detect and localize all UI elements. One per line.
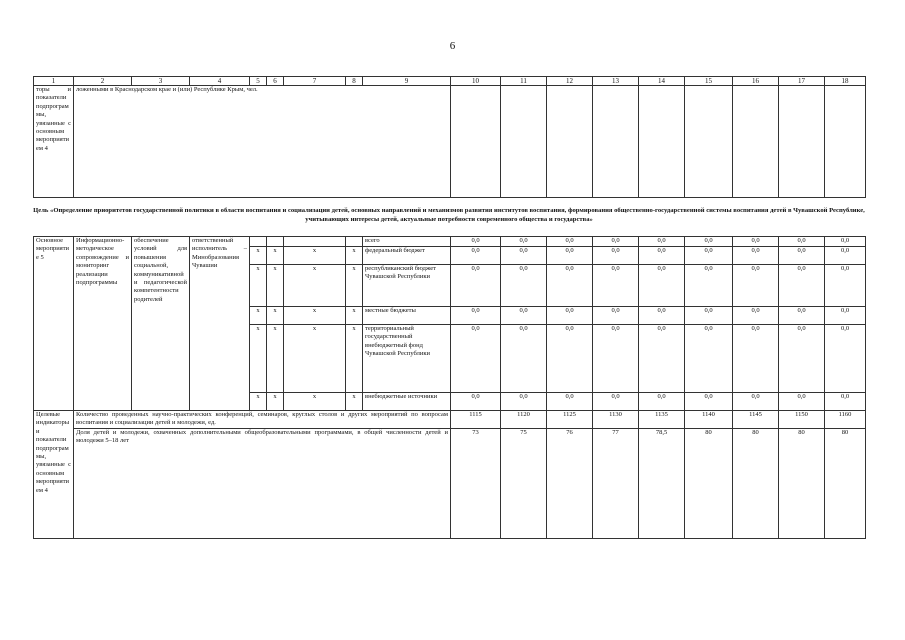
mark-cell: x <box>267 325 284 393</box>
value-cell: 0,0 <box>547 325 593 393</box>
value-cell: 0,0 <box>501 265 547 307</box>
value-cell: 76 <box>547 429 593 539</box>
empty-cell <box>779 86 825 198</box>
value-cell: 0,0 <box>547 265 593 307</box>
mark-cell: x <box>346 307 363 325</box>
empty-cell <box>733 86 779 198</box>
indicator-label-cell: Целевые индикаторы и показатели подпрограммы, увязанные с основным мероприятием 4 <box>34 411 74 539</box>
value-cell: 80 <box>733 429 779 539</box>
main-table <box>33 236 866 539</box>
mark-cell: x <box>267 393 284 411</box>
value-cell: 73 <box>451 429 501 539</box>
mark-cell: x <box>267 247 284 265</box>
funding-source-cell: местные бюджеты <box>363 307 451 325</box>
value-cell: 0,0 <box>593 307 639 325</box>
value-cell: 0,0 <box>825 325 866 393</box>
value-cell: 0,0 <box>733 265 779 307</box>
header-cell: 5 <box>250 77 267 86</box>
mark-cell <box>267 237 284 247</box>
mark-cell: x <box>346 265 363 307</box>
mark-cell: x <box>346 325 363 393</box>
indicator-row <box>34 411 866 429</box>
header-cell: 14 <box>639 77 685 86</box>
value-cell: 0,0 <box>639 237 685 247</box>
header-cell: 13 <box>593 77 639 86</box>
header-cell: 9 <box>363 77 451 86</box>
value-cell: 1160 <box>825 411 866 429</box>
mark-cell: x <box>284 325 346 393</box>
value-cell: 75 <box>501 429 547 539</box>
header-cell: 17 <box>779 77 825 86</box>
funding-source-cell: федеральный бюджет <box>363 247 451 265</box>
header-cell: 12 <box>547 77 593 86</box>
value-cell: 0,0 <box>779 237 825 247</box>
value-cell: 0,0 <box>685 237 733 247</box>
value-cell: 0,0 <box>779 325 825 393</box>
value-cell: 0,0 <box>501 247 547 265</box>
value-cell: 0,0 <box>547 393 593 411</box>
indicator-text-cell: Доля детей и молодежи, охваченных дополнительными общеобразовательными программами, в общей численности детей и молодежи 5–18 лет <box>74 429 451 539</box>
mark-cell: x <box>346 393 363 411</box>
value-cell: 1145 <box>733 411 779 429</box>
value-cell: 0,0 <box>685 247 733 265</box>
mark-cell <box>250 237 267 247</box>
value-cell: 1150 <box>779 411 825 429</box>
empty-cell <box>825 86 866 198</box>
value-cell: 0,0 <box>547 247 593 265</box>
value-cell: 1135 <box>639 411 685 429</box>
value-cell: 1115 <box>451 411 501 429</box>
empty-cell <box>593 86 639 198</box>
event-result-cell: обеспечение условий для повышения социальной, коммуникативной и педагогической компетентности родителей <box>132 237 190 411</box>
mark-cell: x <box>284 307 346 325</box>
indicator-label-cell: торы и показатели подпрограммы, увязанные с основным мероприятием 4 <box>34 86 74 198</box>
value-cell: 0,0 <box>547 237 593 247</box>
empty-cell <box>501 86 547 198</box>
event-executor-cell: ответственный исполнитель – Минобразования Чувашии <box>190 237 250 411</box>
mark-cell: x <box>267 307 284 325</box>
value-cell: 80 <box>825 429 866 539</box>
value-cell: 0,0 <box>593 325 639 393</box>
mark-cell: x <box>250 393 267 411</box>
header-cell: 11 <box>501 77 547 86</box>
mark-cell: x <box>250 265 267 307</box>
value-cell: 0,0 <box>779 247 825 265</box>
value-cell: 0,0 <box>685 265 733 307</box>
value-cell: 0,0 <box>639 325 685 393</box>
value-cell: 0,0 <box>825 247 866 265</box>
mark-cell: x <box>284 265 346 307</box>
continuation-row <box>34 86 866 198</box>
value-cell: 80 <box>685 429 733 539</box>
funding-source-cell: всего <box>363 237 451 247</box>
header-cell: 15 <box>685 77 733 86</box>
value-cell: 0,0 <box>501 393 547 411</box>
value-cell: 0,0 <box>451 237 501 247</box>
funding-source-cell: внебюджетные источники <box>363 393 451 411</box>
value-cell: 0,0 <box>733 247 779 265</box>
goal-heading: Цель «Определение приоритетов государственной политики в области воспитания и социализации детей, основных направлений и механизмов развития институтов воспитания, формирования общественно-государственной системы воспитания детей в Чувашской Республике, учитывающих интересы детей, актуальные потребности современного общества и государства» <box>33 207 865 223</box>
value-cell: 0,0 <box>779 393 825 411</box>
indicator-text-cell: ложенными в Краснодарском крае и (или) Республике Крым, чел. <box>74 86 451 198</box>
top-table <box>33 76 866 198</box>
value-cell: 0,0 <box>685 307 733 325</box>
value-cell: 0,0 <box>825 393 866 411</box>
value-cell: 1130 <box>593 411 639 429</box>
value-cell: 0,0 <box>639 265 685 307</box>
value-cell: 0,0 <box>501 325 547 393</box>
value-cell: 0,0 <box>593 247 639 265</box>
value-cell: 0,0 <box>779 307 825 325</box>
value-cell: 0,0 <box>779 265 825 307</box>
value-cell: 0,0 <box>733 325 779 393</box>
value-cell: 0,0 <box>451 307 501 325</box>
value-cell: 0,0 <box>501 307 547 325</box>
value-cell: 0,0 <box>451 247 501 265</box>
mark-cell: x <box>267 265 284 307</box>
value-cell: 0,0 <box>593 237 639 247</box>
mark-cell <box>346 237 363 247</box>
empty-cell <box>685 86 733 198</box>
value-cell: 0,0 <box>825 237 866 247</box>
value-cell: 0,0 <box>451 393 501 411</box>
value-cell: 0,0 <box>593 393 639 411</box>
header-cell: 18 <box>825 77 866 86</box>
value-cell: 0,0 <box>733 393 779 411</box>
mark-cell: x <box>250 307 267 325</box>
value-cell: 0,0 <box>547 307 593 325</box>
event-description-cell: Информационно-методическое сопровождение и мониторинг реализации подпрограммы <box>74 237 132 411</box>
value-cell: 0,0 <box>639 247 685 265</box>
mark-cell: x <box>284 247 346 265</box>
value-cell: 0,0 <box>685 393 733 411</box>
indicator-text-cell: Количество проведенных научно-практических конференций, семинаров, круглых столов и других мероприятий по вопросам воспитания и социализации детей и молодежи, ед. <box>74 411 451 429</box>
header-cell: 6 <box>267 77 284 86</box>
value-cell: 0,0 <box>451 325 501 393</box>
value-cell: 0,0 <box>733 237 779 247</box>
value-cell: 0,0 <box>825 265 866 307</box>
value-cell: 0,0 <box>639 307 685 325</box>
value-cell: 0,0 <box>451 265 501 307</box>
mark-cell <box>284 237 346 247</box>
mark-cell: x <box>250 325 267 393</box>
header-cell: 16 <box>733 77 779 86</box>
mark-cell: x <box>250 247 267 265</box>
header-row <box>34 77 866 86</box>
empty-cell <box>451 86 501 198</box>
value-cell: 0,0 <box>685 325 733 393</box>
mark-cell: x <box>346 247 363 265</box>
header-cell: 10 <box>451 77 501 86</box>
page-number: 6 <box>449 40 456 52</box>
value-cell: 80 <box>779 429 825 539</box>
empty-cell <box>639 86 685 198</box>
value-cell: 0,0 <box>501 237 547 247</box>
value-cell: 1140 <box>685 411 733 429</box>
funding-source-cell: республиканский бюджет Чувашской Республики <box>363 265 451 307</box>
value-cell: 77 <box>593 429 639 539</box>
indicator-row <box>34 429 866 539</box>
header-cell: 8 <box>346 77 363 86</box>
event-name-cell: Основное мероприятие 5 <box>34 237 74 411</box>
mark-cell: x <box>284 393 346 411</box>
funding-row <box>34 237 866 247</box>
value-cell: 1120 <box>501 411 547 429</box>
value-cell: 0,0 <box>593 265 639 307</box>
value-cell: 1125 <box>547 411 593 429</box>
empty-cell <box>547 86 593 198</box>
value-cell: 0,0 <box>825 307 866 325</box>
header-cell: 3 <box>132 77 190 86</box>
value-cell: 0,0 <box>639 393 685 411</box>
header-cell: 4 <box>190 77 250 86</box>
value-cell: 78,5 <box>639 429 685 539</box>
header-cell: 7 <box>284 77 346 86</box>
header-cell: 2 <box>74 77 132 86</box>
funding-source-cell: территориальный государственный внебюджетный фонд Чувашской Республики <box>363 325 451 393</box>
header-cell: 1 <box>34 77 74 86</box>
value-cell: 0,0 <box>733 307 779 325</box>
